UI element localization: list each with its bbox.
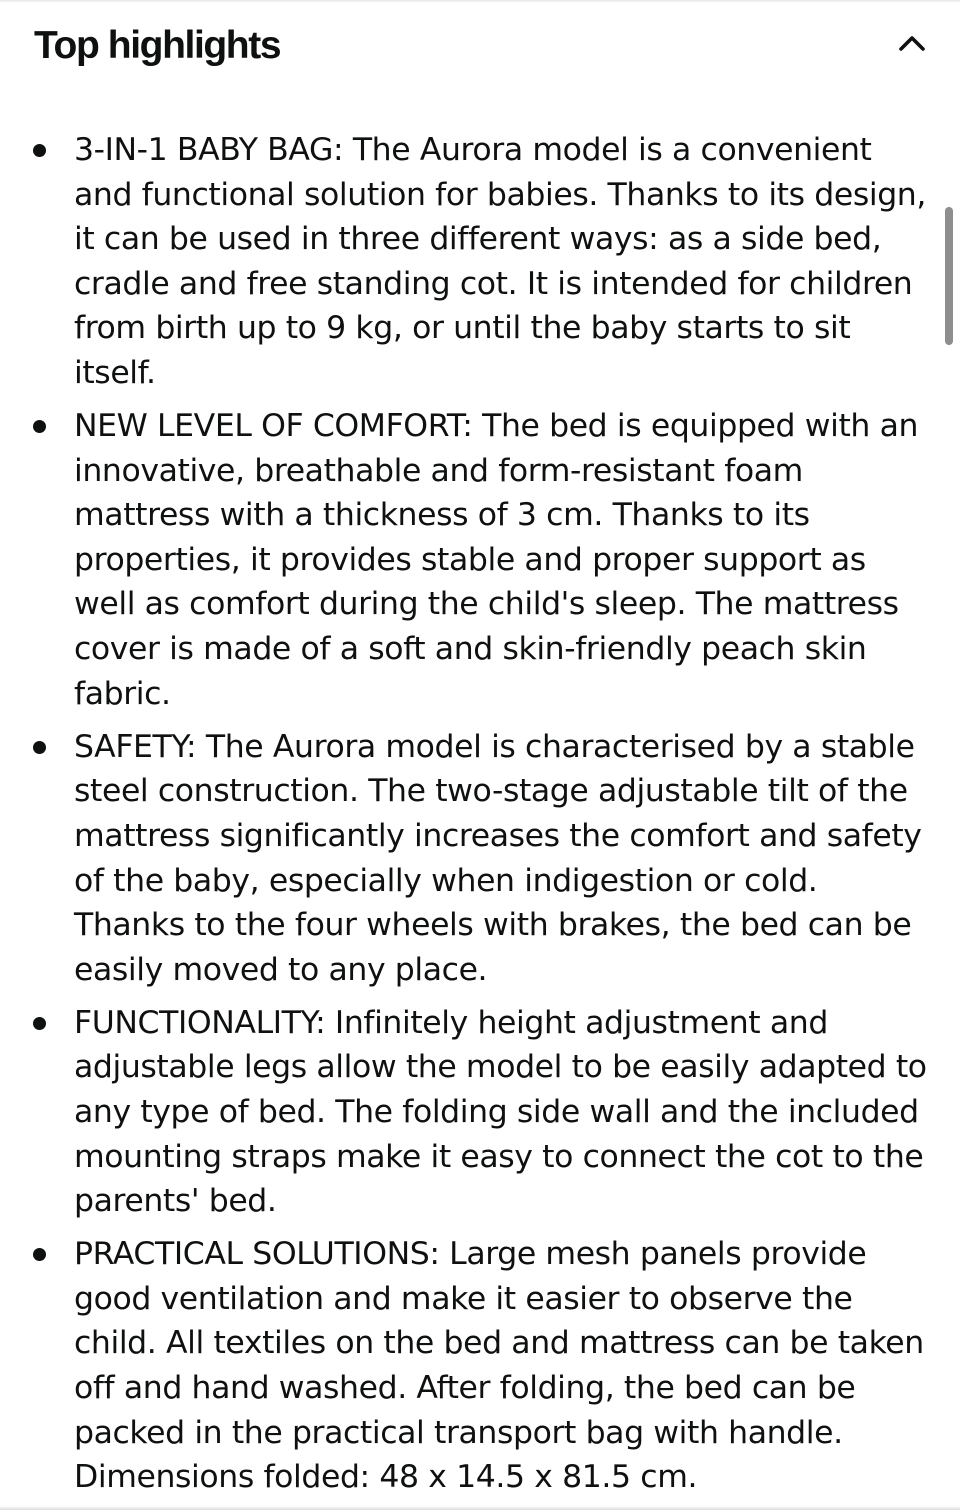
highlight-item (0, 1232, 960, 1500)
highlights-list (0, 128, 960, 1508)
bottom-divider (0, 1506, 960, 1510)
bullet-icon (33, 741, 46, 754)
section-title: Top highlights (34, 24, 281, 67)
collapse-button[interactable] (888, 22, 936, 66)
highlight-item (0, 725, 960, 993)
scrollbar-thumb[interactable] (945, 207, 953, 345)
highlight-text: SAFETY: The Aurora model is characterised by a stable steel construction. The two-stage adjustable tilt of the mattress significantly increases the comfort and safety of the baby, especially when indigestion or cold. Thanks to the four wheels with brakes, the bed can be easily moved to any place. (74, 728, 922, 988)
highlight-item (0, 1001, 960, 1224)
highlight-text: FUNCTIONALITY: Infinitely height adjustment and adjustable legs allow the model to be easily adapted to any type of bed. The folding side wall and the included mounting straps make it easy to connect the cot to the parents' bed. (74, 1004, 927, 1220)
bullet-icon (33, 1248, 46, 1261)
chevron-up-icon (898, 34, 926, 52)
bullet-icon (33, 144, 46, 157)
bullet-icon (33, 420, 46, 433)
highlights-header (0, 0, 960, 95)
bullet-icon (33, 1017, 46, 1030)
highlight-text: PRACTICAL SOLUTIONS: Large mesh panels provide good ventilation and make it easier to observe the child. All textiles on the bed and mattress can be taken off and hand washed. After folding, the bed can be packed in the practical transport bag with handle. Dimensions folded: 48 x 14.5 x 81.5 cm. (74, 1236, 924, 1496)
highlight-item (0, 404, 960, 716)
highlight-item (0, 128, 960, 396)
highlight-text: NEW LEVEL OF COMFORT: The bed is equipped with an innovative, breathable and form-resistant foam mattress with a thickness of 3 cm. Thanks to its properties, it provides stable and proper support as well as comfort during the child's sleep. The mattress cover is made of a soft and skin-friendly peach skin fabric. (74, 408, 919, 712)
highlight-text: 3-IN-1 BABY BAG: The Aurora model is a convenient and functional solution for babies. Thanks to its design, it can be used in three different ways: as a side bed, cradle and free standing cot. It is intended for children from birth up to 9 kg, or until the baby starts to sit itself. (74, 132, 926, 391)
